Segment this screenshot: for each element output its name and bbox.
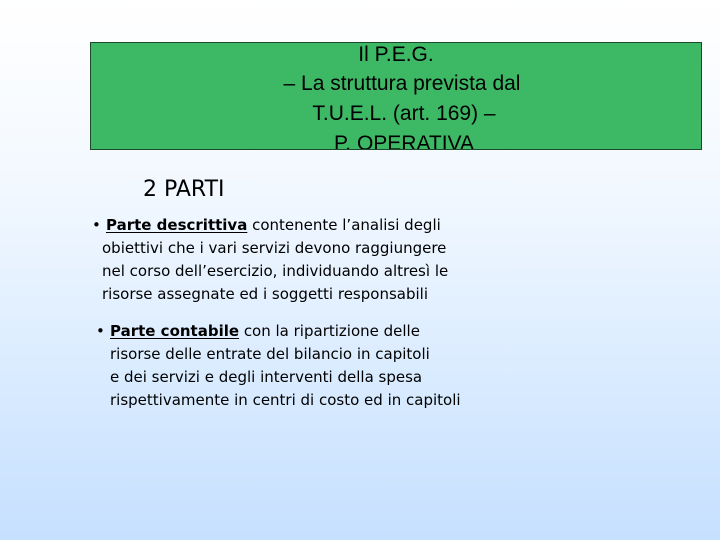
bullet-text: contenente l’analisi degli (247, 216, 441, 234)
bullet-line (92, 214, 448, 237)
bullet-marker: • (92, 216, 101, 234)
bullet-item-contabile (96, 320, 461, 412)
bullet-term: Parte contabile (110, 322, 240, 340)
bullet-text: rispettivamente in centri di costo ed in capitoli (110, 391, 461, 409)
title-line-3: T.U.E.L. (art. 169) – (312, 102, 496, 125)
title-line-2: – La struttura prevista dal (283, 72, 521, 95)
bullet-text: risorse assegnate ed i soggetti responsabili (102, 285, 428, 303)
bullet-term: Parte descrittiva (106, 216, 248, 234)
bullet-text: risorse delle entrate del bilancio in capitoli (110, 345, 430, 363)
bullet-marker: • (96, 322, 105, 340)
section-subtitle: 2 PARTI (143, 177, 225, 202)
title-line-1: Il P.E.G. (358, 43, 434, 66)
bullet-line (96, 320, 461, 343)
bullet-text: nel corso dell’esercizio, individuando altresì le (102, 262, 449, 280)
bullet-item-descrittiva (92, 214, 448, 306)
title-box (90, 42, 702, 150)
bullet-text: con la ripartizione delle (239, 322, 420, 340)
bullet-text: obiettivi che i vari servizi devono raggiungere (102, 239, 447, 257)
title-line-4: P. OPERATIVA (333, 132, 475, 150)
bullet-text: e dei servizi e degli interventi della spesa (110, 368, 423, 386)
